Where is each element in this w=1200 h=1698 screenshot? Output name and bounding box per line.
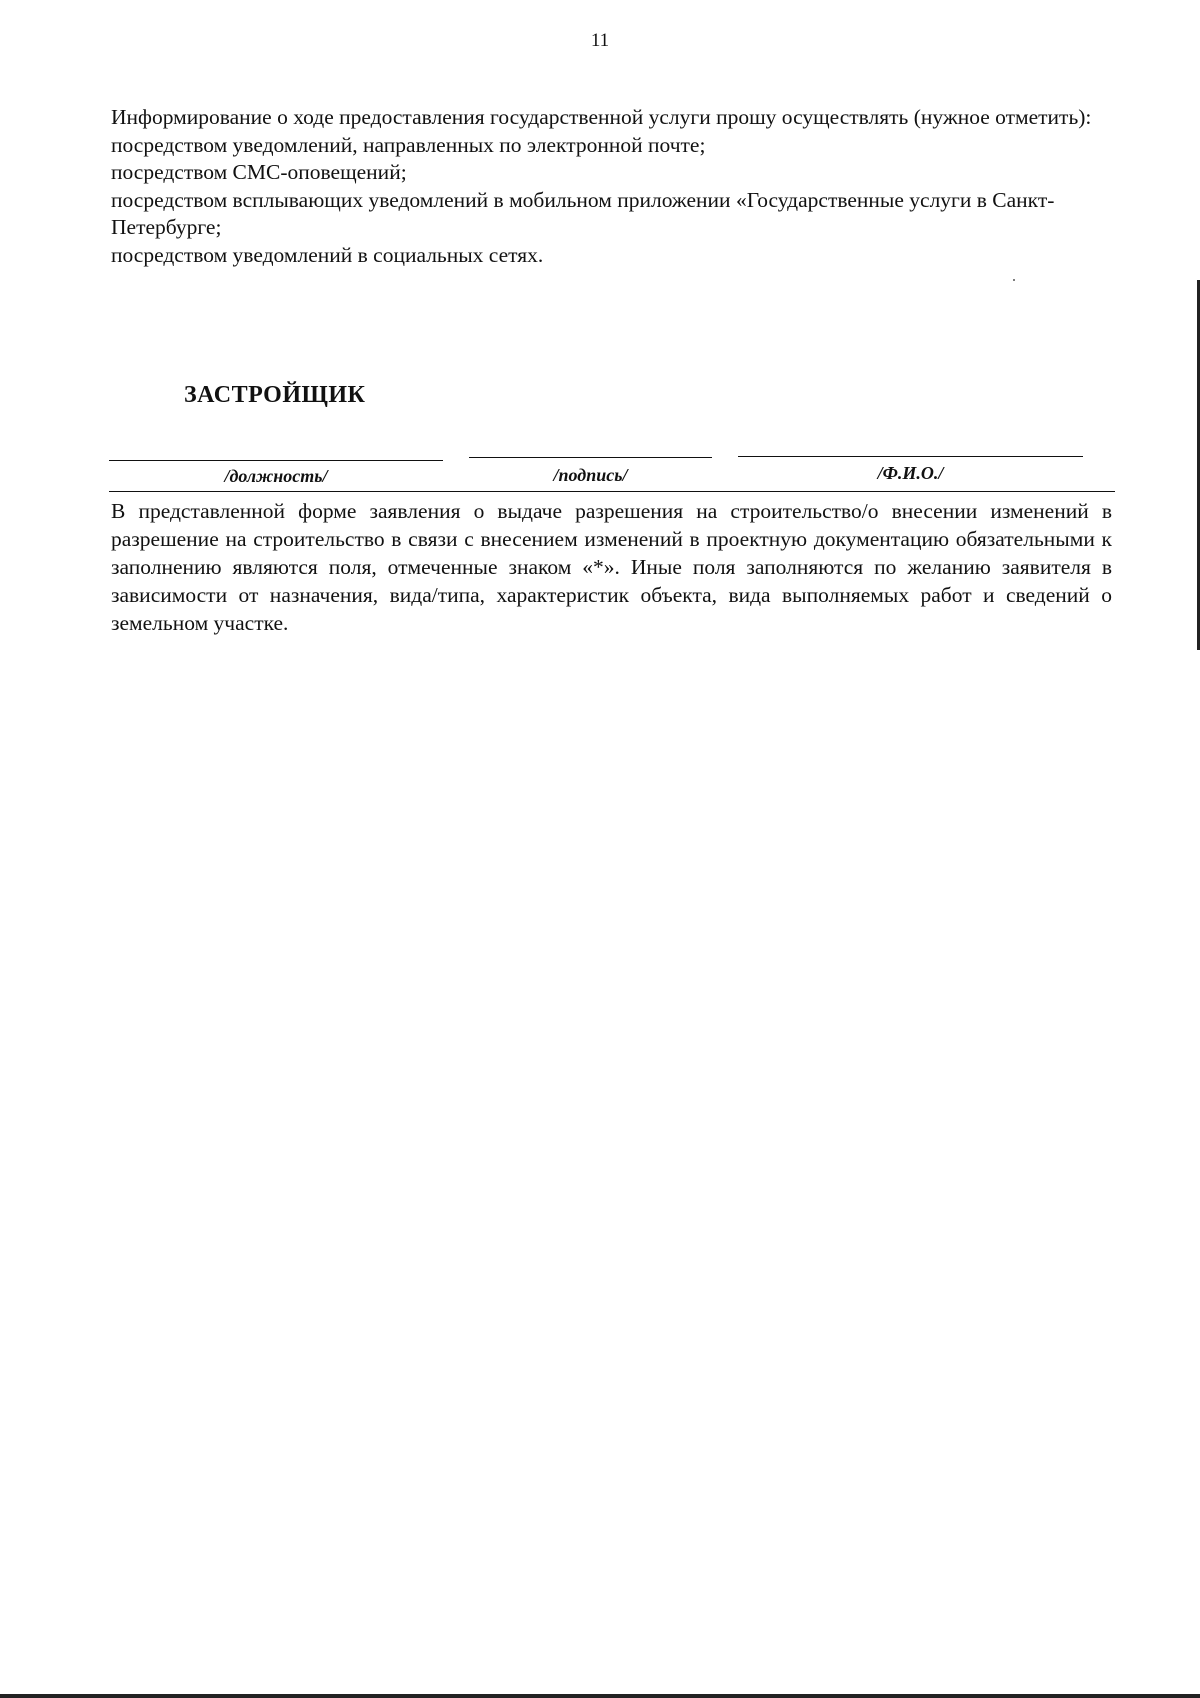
signature-bottom-rule (109, 491, 1115, 492)
developer-heading: ЗАСТРОЙЩИК (184, 382, 366, 408)
notification-option-sms: посредством СМС-оповещений; (111, 160, 407, 184)
signature-label: /подпись/ (553, 465, 628, 485)
signature-line (469, 457, 712, 458)
notification-option-email: посредством уведомлений, направленных по электронной почте; (111, 132, 706, 157)
notification-option-mobile-app: посредством всплывающих уведомлений в мобильном приложении «Государственные услуги в Санкт-Петербурге; (111, 187, 1055, 239)
position-label: /должность/ (224, 466, 328, 486)
notification-preferences (111, 104, 1111, 269)
required-fields-notice: В представленной форме заявления о выдаче разрешения на строительство/о внесении изменений в разрешение на строительство в связи с внесением изменений в проектную документацию обязательными к заполнению являются поля, отмеченные знаком «*». Иные поля заполняются по желанию заявителя в зависимости от назначения, вида/типа, характеристик объекта, вида выполняемых работ и сведений о земельном участке. (111, 499, 1112, 635)
name-line (738, 456, 1083, 457)
notification-intro: Информирование о ходе предоставления государственной услуги прошу осуществлять (нужное отметить): (111, 105, 1092, 129)
scan-edge-bottom (0, 1694, 1200, 1698)
page-number: 11 (590, 30, 610, 51)
name-label: /Ф.И.О./ (877, 463, 944, 483)
notification-option-social: посредством уведомлений в социальных сетях. (111, 242, 544, 267)
scan-speck (1013, 279, 1015, 281)
position-line (109, 460, 443, 461)
